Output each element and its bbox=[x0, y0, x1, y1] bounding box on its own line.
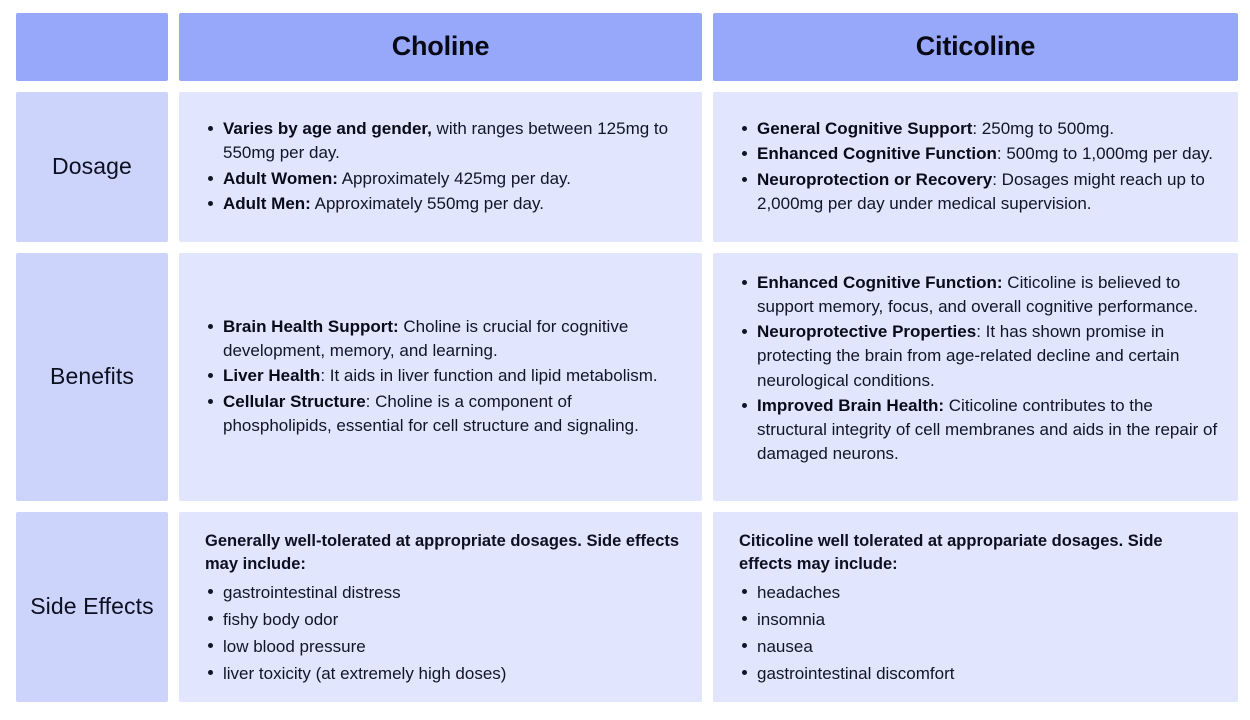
bullet-item-text: : Choline is a component of phospholipids, essential for cell structure and signaling. bbox=[223, 391, 639, 435]
bullet-item-text: nausea bbox=[757, 637, 813, 657]
bullet-list bbox=[203, 315, 684, 439]
bullet-item-text: Citicoline is believed to support memory, focus, and overall cognitive performance. bbox=[757, 273, 1198, 317]
bullet-item-text: gastrointestinal distress bbox=[223, 582, 401, 602]
bullet-list bbox=[737, 271, 1220, 467]
bullet-item bbox=[203, 634, 684, 659]
bullet-item bbox=[737, 168, 1220, 216]
bullet-item-text: Approximately 425mg per day. bbox=[337, 168, 571, 188]
bullet-item-lead: Adult Men: bbox=[223, 193, 311, 213]
bullet-item-text: with ranges between 125mg to 550mg per day. bbox=[223, 119, 669, 163]
bullet-item-lead: Enhanced Cognitive Function: bbox=[757, 273, 1003, 292]
table-corner-cell bbox=[16, 13, 168, 81]
bullet-item bbox=[737, 394, 1220, 466]
cell-benefits-choline bbox=[179, 253, 702, 501]
bullet-item bbox=[203, 661, 684, 686]
bullet-item-text: liver toxicity (at extremely high doses) bbox=[223, 664, 507, 684]
bullet-list bbox=[203, 580, 684, 689]
bullet-item bbox=[737, 142, 1220, 166]
bullet-item-lead: Neuroprotective Properties bbox=[757, 322, 977, 342]
bullet-item-lead: General Cognitive Support bbox=[757, 119, 973, 139]
bullet-list bbox=[737, 580, 1220, 689]
row-label-text: Side Effects bbox=[30, 593, 154, 620]
row-label-text: Dosage bbox=[52, 153, 132, 180]
bullet-item-text: Approximately 550mg per day. bbox=[310, 193, 544, 213]
bullet-item-lead: Enhanced Cognitive Function bbox=[757, 144, 997, 164]
bullet-item bbox=[203, 192, 684, 216]
bullet-item-text: Citicoline contributes to the structural integrity of cell membranes and aids in the repair of damaged neurons. bbox=[757, 395, 1218, 463]
bullet-item-text: : It has shown promise in protecting the brain from age-related decline and certain neurological conditions. bbox=[757, 322, 1180, 390]
bullet-item-lead: Brain Health Support: bbox=[223, 317, 399, 337]
cell-side-effects-citicoline bbox=[713, 512, 1238, 702]
bullet-item bbox=[737, 320, 1220, 392]
bullet-item bbox=[737, 117, 1220, 141]
bullet-item bbox=[737, 661, 1220, 686]
column-header-label: Choline bbox=[391, 31, 490, 62]
cell-dosage-citicoline bbox=[713, 92, 1238, 242]
bullet-item bbox=[203, 315, 684, 363]
bullet-item bbox=[203, 580, 684, 605]
bullet-item bbox=[203, 167, 684, 191]
comparison-table bbox=[16, 13, 1238, 702]
bullet-item-text: fishy body odor bbox=[223, 610, 339, 629]
bullet-item-lead: Cellular Structure bbox=[223, 391, 366, 411]
bullet-item-text: Choline is crucial for cognitive development, memory, and learning. bbox=[223, 317, 629, 361]
bullet-item-text: insomnia bbox=[757, 610, 826, 629]
bullet-item-text: gastrointestinal discomfort bbox=[757, 664, 955, 684]
row-label-dosage bbox=[16, 92, 168, 242]
bullet-item-text: : 250mg to 500mg. bbox=[972, 119, 1115, 139]
cell-benefits-citicoline bbox=[713, 253, 1238, 501]
bullet-item-lead: Liver Health bbox=[223, 366, 321, 386]
cell-intro-text: Generally well-tolerated at appropriate dosages. Side effects may include: bbox=[205, 532, 680, 574]
bullet-item-text: headaches bbox=[757, 582, 841, 602]
row-label-benefits bbox=[16, 253, 168, 501]
cell-intro-text: Citicoline well tolerated at appropariate dosages. Side effects may include: bbox=[739, 532, 1163, 574]
row-label-text: Benefits bbox=[50, 363, 134, 390]
column-header-choline bbox=[179, 13, 702, 81]
bullet-item-lead: Varies by age and gender, bbox=[223, 119, 432, 139]
bullet-item-text: : It aids in liver function and lipid metabolism. bbox=[320, 366, 658, 386]
bullet-item-lead: Neuroprotection or Recovery bbox=[757, 169, 993, 189]
bullet-item-text: : 500mg to 1,000mg per day. bbox=[996, 144, 1214, 164]
bullet-item bbox=[737, 580, 1220, 605]
bullet-item-lead: Adult Women: bbox=[223, 168, 338, 188]
bullet-item bbox=[737, 607, 1220, 632]
bullet-item-text: low blood pressure bbox=[223, 637, 366, 657]
bullet-item bbox=[203, 390, 684, 438]
bullet-item bbox=[203, 117, 684, 165]
bullet-item bbox=[737, 634, 1220, 659]
cell-side-effects-choline bbox=[179, 512, 702, 702]
bullet-list bbox=[737, 117, 1220, 217]
column-header-label: Citicoline bbox=[915, 31, 1036, 62]
column-header-citicoline bbox=[713, 13, 1238, 81]
bullet-item bbox=[203, 364, 684, 388]
bullet-item-lead: Improved Brain Health: bbox=[757, 395, 945, 415]
row-label-side-effects bbox=[16, 512, 168, 702]
bullet-item bbox=[737, 271, 1220, 319]
bullet-item bbox=[203, 607, 684, 632]
cell-dosage-choline bbox=[179, 92, 702, 242]
bullet-list bbox=[203, 117, 684, 217]
bullet-item-text: : Dosages might reach up to 2,000mg per day under medical supervision. bbox=[757, 169, 1205, 213]
